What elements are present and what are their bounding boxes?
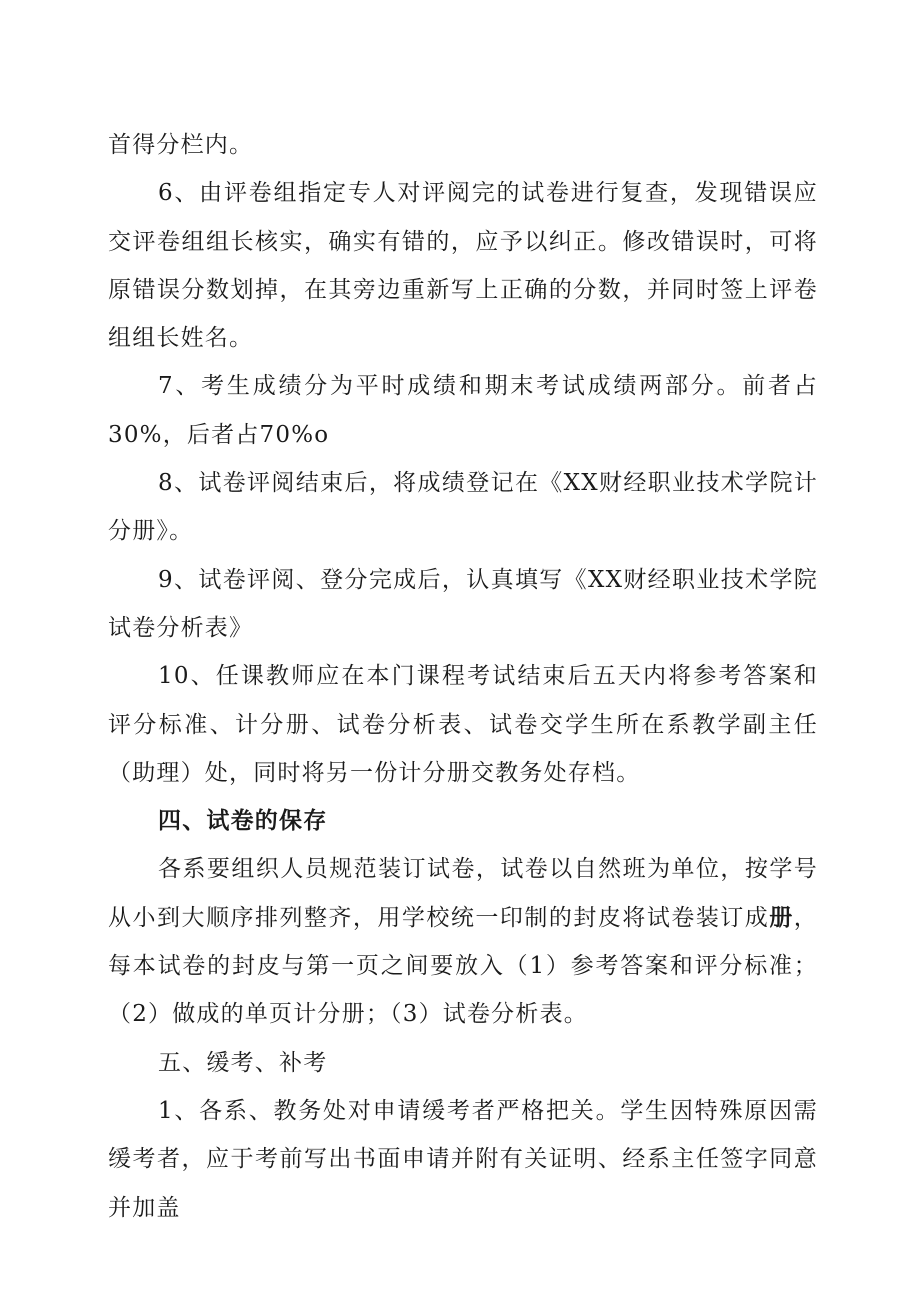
paragraph-item-8: 8、试卷评阅结束后，将成绩登记在《XX财经职业技术学院计分册》。 — [108, 470, 818, 545]
section-heading-5 — [108, 1039, 818, 1087]
paragraph-continuation: 首得分栏内。 — [108, 132, 254, 158]
paragraph-item-6: 6、由评卷组指定专人对评阅完的试卷进行复查，发现错误应交评卷组组长核实，确实有错的，应予以纠正。修改错误时，可将原错误分数划掉，在其旁边重新写上正确的分数，并同时签上评卷组组长姓名。 — [108, 180, 818, 352]
storage-text-bold: 册 — [769, 903, 794, 931]
paragraph-item-9: 9、试卷评阅、登分完成后，认真填写《XX财经职业技术学院试卷分析表》 — [108, 566, 818, 641]
paragraph-item-7: 7、考生成绩分为平时成绩和期末考试成绩两部分。前者占30%，后者占70%o — [108, 373, 818, 448]
paragraph-storage — [108, 845, 818, 1038]
storage-text-part-1: 各系要组织人员规范装订试卷，试卷以自然班为单位，按学号从小到大顺序排列整齐，用学校统一印制的封皮将试卷装订成 — [108, 856, 818, 931]
storage-text-part-2: ，每本试卷的封皮与第一页之间要放入（1）参考答案和评分标准；（2）做成的单页计分册；（3）试卷分析表。 — [108, 904, 818, 1028]
section-heading-5-text: 五、缓考、补考 — [158, 1049, 328, 1076]
document-body — [108, 121, 818, 1232]
paragraph-deferral-1: 1、各系、教务处对申请缓考者严格把关。学生因特殊原因需缓考者，应于考前写出书面申请并附有关证明、经系主任签字同意并加盖 — [108, 1097, 818, 1221]
section-heading-4: 四、试卷的保存 — [158, 807, 328, 835]
paragraph-item-10: 10、任课教师应在本门课程考试结束后五天内将参考答案和评分标准、计分册、试卷分析表、试卷交学生所在系教学副主任（助理）处，同时将另一份计分册交教务处存档。 — [108, 663, 818, 786]
